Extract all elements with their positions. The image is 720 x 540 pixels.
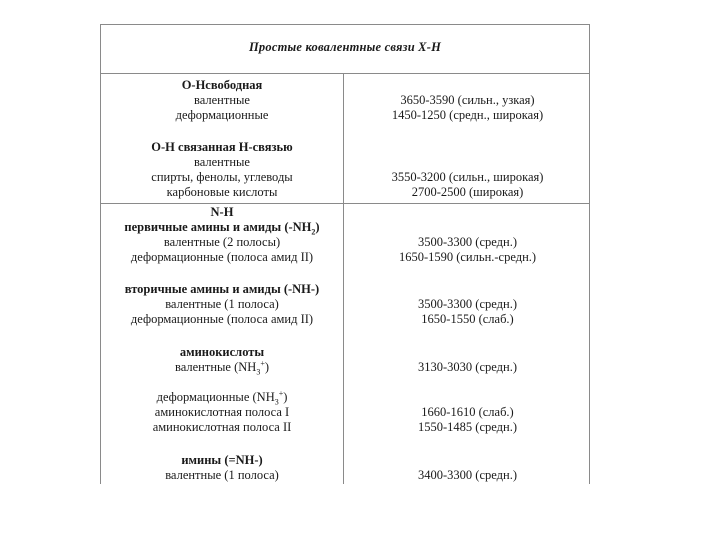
row-label: деформационные (полоса амид II): [130, 312, 314, 326]
row-label: валентные (1 полоса): [165, 468, 279, 482]
secondary-amines-heading: вторичные амины и амиды (-NH-): [124, 282, 320, 296]
row-value: 3400-3300 (средн.): [418, 468, 517, 482]
row-value: 2700-2500 (широкая): [411, 185, 524, 199]
row-value: 1660-1610 (слаб.): [421, 405, 514, 419]
row-label: аминокислотная полоса II: [152, 420, 292, 434]
row-value: 3650-3590 (сильн., узкая): [400, 93, 535, 107]
row-label: валентные (1 полоса): [165, 297, 279, 311]
row-label: аминокислотная полоса I: [154, 405, 290, 419]
oh-bonded-sub: валентные: [194, 155, 250, 169]
amino-acids-heading: аминокислоты: [179, 345, 265, 359]
row-value: 1450-1250 (средн., широкая): [391, 108, 544, 122]
table-title: Простые ковалентные связи X-H: [249, 40, 441, 54]
row-label: валентные $(NH_3^+)$: [175, 358, 269, 377]
row-label: деформационные $(NH_3^+)$: [156, 388, 288, 407]
nh-heading: N-H: [210, 205, 234, 219]
header-divider: [101, 73, 589, 74]
row-label: спирты, фенолы, углеводы: [151, 170, 293, 184]
row-value: 3500-3300 (средн.): [418, 235, 517, 249]
row-label: валентные: [194, 93, 250, 107]
row-label: деформационные: [175, 108, 269, 122]
row-value: 3550-3200 (сильн., широкая): [391, 170, 544, 184]
row-value: 3130-3030 (средн.): [418, 360, 517, 374]
document-page: [100, 24, 590, 484]
row-value: 3500-3300 (средн.): [418, 297, 517, 311]
oh-free-heading: O-Hсвободная: [181, 78, 263, 92]
row-value: 1650-1590 (сильн.-средн.): [398, 250, 537, 264]
row-label: карбоновые кислоты: [166, 185, 278, 199]
row-value: 1650-1550 (слаб.): [421, 312, 514, 326]
row-label: деформационные (полоса амид II): [130, 250, 314, 264]
imines-heading: имины (=NH-): [181, 453, 263, 467]
row-label: валентные (2 полосы): [163, 235, 281, 249]
oh-bonded-heading: O-H связанная H-связью: [151, 140, 293, 154]
row-value: 1550-1485 (средн.): [418, 420, 517, 434]
section-divider: [101, 203, 589, 204]
primary-amines-heading: первичные амины и амиды $(-NH_2)$: [124, 220, 320, 237]
